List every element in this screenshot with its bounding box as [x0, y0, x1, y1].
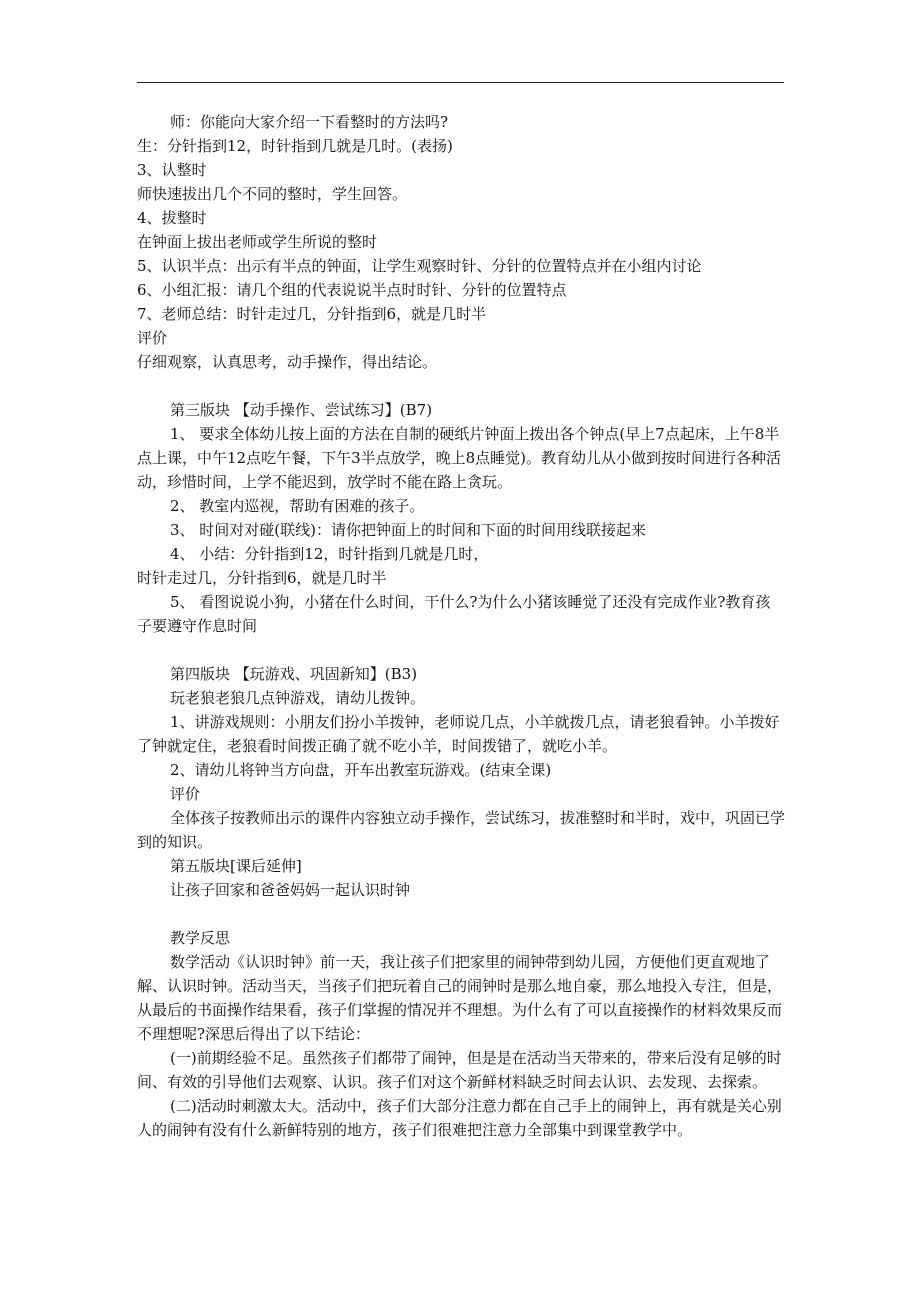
text-line: 3、认整时 [137, 161, 207, 179]
paragraph: 5、 看图说说小狗，小猪在什么时间，干什么?为什么小猪该睡觉了还没有完成作业?教育孩子要遵守作息时间 [137, 593, 771, 635]
paragraph: 全体孩子按教师出示的课件内容独立动手操作，尝试练习，拔准整时和半时，戏中，巩固已学到的知识。 [137, 809, 786, 851]
paragraph: 1、讲游戏规则：小朋友们扮小羊拨钟，老师说几点，小羊就拨几点，请老狼看钟。小羊拨好了钟就定住，老狼看时间拨正确了就不吃小羊，时间拨错了，就吃小羊。 [137, 713, 780, 755]
text-line: 师快速拔出几个不同的整时，学生回答。 [137, 185, 408, 203]
text-line: 评价 [170, 785, 201, 803]
header-rule [137, 82, 784, 83]
text-line: 2、 教室内巡视，帮助有困难的孩子。 [170, 497, 425, 515]
text-line: 6、小组汇报：请几个组的代表说说半点时时针、分针的位置特点 [137, 281, 567, 299]
text-line: 时针走过几，分针指到6，就是几时半 [137, 569, 387, 587]
text-line: 评价 [137, 329, 168, 347]
section-heading: 第五版块[课后延伸] [170, 857, 302, 875]
paragraph: (二)活动时刺激太大。活动中，孩子们大部分注意力都在自己手上的闹钟上，再有就是关心别人的闹钟有没有什么新鲜特别的地方，孩子们很难把注意力全部集中到课堂教学中。 [137, 1097, 782, 1139]
text-line: 4、 小结：分针指到12，时针指到几就是几时， [170, 545, 489, 563]
section-heading: 教学反思 [170, 929, 231, 947]
section-heading: 第四版块 【玩游戏、巩固新知】(B3) [170, 665, 418, 683]
paragraph: 数学活动《认识时钟》前一天，我让孩子们把家里的闹钟带到幼儿园，方便他们更直观地了解、认识时钟。活动当天，当孩子们把玩着自己的闹钟时是那么地自豪，那么地投入专注，但是，从最后的书面操作结果看，孩子们掌握的情况并不理想。为什么有了可以直接操作的材料效果反而不理想呢?深思后得出了以下结论： [137, 953, 783, 1043]
text-line: 2、请幼儿将钟当方向盘，开车出教室玩游戏。(结束全课) [170, 761, 552, 779]
text-line: 5、认识半点：出示有半点的钟面，让学生观察时针、分针的位置特点并在小组内讨论 [137, 257, 702, 275]
document-body [137, 110, 785, 1142]
text-line: 玩老狼老狼几点钟游戏，请幼儿拨钟。 [170, 689, 426, 707]
text-line: 7、老师总结：时针走过几，分针指到6，就是几时半 [137, 305, 487, 323]
text-line: 在钟面上拔出老师或学生所说的整时 [137, 233, 378, 251]
text-line: 3、 时间对对碰(联线)：请你把钟面上的时间和下面的时间用线联接起来 [170, 521, 647, 539]
text-line: 让孩子回家和爸爸妈妈一起认识时钟 [170, 881, 411, 899]
text-line: 4、拔整时 [137, 209, 207, 227]
text-line: 生：分针指到12，时针指到几就是几时。(表扬) [137, 137, 453, 155]
section-heading: 第三版块 【动手操作、尝试练习】(B7) [170, 401, 433, 419]
paragraph: 1、 要求全体幼儿按上面的方法在自制的硬纸片钟面上拨出各个钟点(早上7点起床，上午8半点上课，中午12点吃午餐，下午3半点放学，晚上8点睡觉)。教育幼儿从小做到按时间进行各种活动，珍惜时间，上学不能迟到，放学时不能在路上贪玩。 [137, 425, 782, 491]
text-line: 仔细观察，认真思考，动手操作，得出结论。 [137, 353, 438, 371]
text-line: 师：你能向大家介绍一下看整时的方法吗? [170, 113, 449, 131]
paragraph: (一)前期经验不足。虽然孩子们都带了闹钟，但是是在活动当天带来的，带来后没有足够的时间、有效的引导他们去观察、认识。孩子们对这个新鲜材料缺乏时间去认识、去发现、去探索。 [137, 1049, 782, 1091]
